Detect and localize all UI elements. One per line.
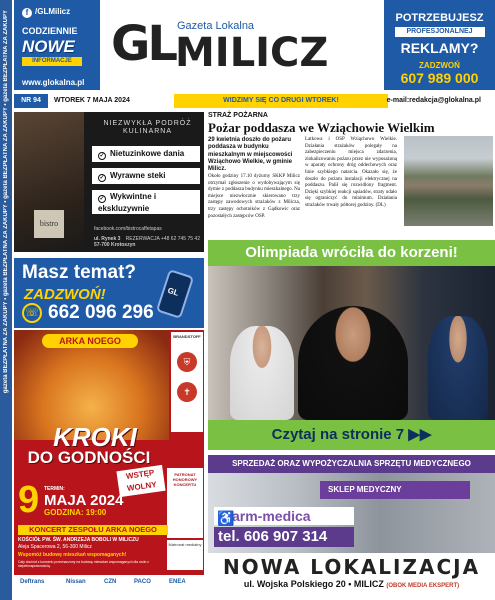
arm-logo: ♿ arm-medica [214,507,354,525]
contact-email[interactable]: e-mail:redakcja@glokalna.pl [386,97,481,104]
logo-gl: GL [111,16,175,72]
facebook-icon: f [22,8,32,18]
arm-new-location: NOWA LOKALIZACJA [222,555,481,579]
header-left-box [14,0,100,90]
bistro-tagline-2: KULINARNA [122,128,173,135]
side-strip: gazeta BEZPŁATNA ZA ZAKUPY • gazeta BEZPŁATNA ZA ZAKUPY • gazeta BEZPŁATNA ZA ZAKUPY • gazeta BEZPŁATNA ZA ZAKUPY [0,0,12,600]
ad-line-4: ZADZWOŃ [419,61,460,70]
patrons-column [171,332,203,432]
ad-line-1: POTRZEBUJESZ [395,12,484,24]
kroki-title: KROKI [53,422,137,452]
concert-name: KONCERT ZESPOŁU ARKA NOEGO [18,525,168,535]
brand-label: BRANDSTOFF [173,334,201,339]
concert-time: GODZINA: 19:00 [44,508,107,517]
masz-title: Masz temat? [22,262,137,283]
article-lead: 29 kwietnia doszło do pożaru poddasza w budynku mieszkalnym w miejscowości Wziąchowo Wielkie, w gminie Milicz. [208,137,293,173]
masz-call: ZADZWOŃ! [24,286,106,303]
wheelchair-icon: ♿ [217,510,235,526]
logo-subtitle: Gazeta Lokalna [177,20,255,32]
article-column-1: Około godziny 17.10 dyżurny SKKP Milicz otrzymał zgłoszenie o wydobywającym się dymie z poddasza budynku mieszkalnego. Na miejsce niezwłocznie skierowano trzy zastępy zawodowych strażaków z Milicza, trzy zastępy ochotników z Gądkowic oraz pozostałych zastępców OSP. [208,174,300,219]
issue-bar [14,94,495,108]
bistro-reservation: REZERWACJA +48 62 745 75 42 [125,236,200,242]
kroki-subtitle: DO GODNOŚCI [27,448,151,467]
article-column-2: Latkowa i OSP Wziąchowo Wielkie. Działania strażaków polegały na zabezpieczeniu miejsca zdarzenia, zlokalizowaniu pożaru przez nie wyposażoną w aparaty ochrony dróg oddechowych oraz linie szybkiego natarcia. Okazało się, że doszło do pożaru instalacji elektrycznej na poddaszu. Palił się rozwidlony fragment. Dzięki szybkiej reakcji sąsiadów, straty udało się ograniczyć do minimum. Działania strażaków trwały półtorej godziny. (DL) [305,137,397,208]
sponsor-logo: Deftrans [20,579,45,585]
ad-masz-temat[interactable] [14,258,204,328]
concert-venue: KOŚCIÓŁ PW. ŚW. ANDRZEJA BOBOLI W MILICZU [18,537,139,543]
patronat-box: PATRONAT HONOROWY KONCERTU [167,468,203,538]
ad-bistro[interactable] [14,112,204,252]
coat-of-arms-icon: ⛨ [177,352,197,372]
sponsor-logo: PACO [134,579,151,585]
church-icon: ✝ [177,382,197,402]
sponsor-logo: Nissan [66,579,86,585]
arm-address-row [208,579,495,589]
concert-address: Aleja Spacerowa 2, 56-300 Milicz [18,544,92,550]
codziennie-label: CODZIENNIE [22,26,78,36]
concert-month: MAJA 2024 [44,492,124,509]
arm-address: ul. Wojska Polskiego 20 • MILICZ [243,579,384,589]
article-photo [404,136,493,226]
issue-date: WTOREK 7 MAJA 2024 [54,97,130,104]
concert-day: 9 [18,479,40,521]
news-article [208,112,495,230]
website-link[interactable]: www.glokalna.pl [22,78,85,87]
ad-reklama[interactable] [384,0,495,90]
bistro-item: ✓ Nietuzinkowe dania [92,146,200,162]
read-more-link[interactable]: Czytaj na stronie 7 ▶▶ [208,420,495,450]
sponsor-logo: ENEA [169,579,186,585]
bistro-facebook[interactable]: facebook.com/bistrocaffetapas [94,226,162,232]
informacje-label: INFORMACJE [22,57,82,66]
termin-label: TERMIN: [44,486,65,492]
masthead-logo [105,16,375,76]
logo-milicz: MILICZ [175,30,329,76]
chef-photo [14,112,84,252]
bistro-logo: bistro [34,210,64,238]
arm-phone: tel. 606 907 314 [214,527,354,547]
phone-icon: ☏ [22,303,42,323]
check-icon: ✓ [99,153,105,159]
shop-sign: SKLEP MEDYCZNY [320,481,470,499]
facebook-handle[interactable]: /GLMilicz [35,7,71,16]
check-icon: ✓ [99,196,105,202]
smartphone-icon: GL [156,269,194,319]
concert-cause: Wspomóż budowę mieszkań wspomaganych! [18,552,127,558]
bistro-item: ✓ Wyrawne steki [92,168,200,184]
issue-number: NR 94 [14,94,48,108]
arm-address-note: (OBOK MEDIA EKSPERT) [386,583,460,589]
photo-person-center [298,306,408,420]
ad-phone: 607 989 000 [400,70,479,86]
ad-koncert[interactable] [14,330,204,595]
bistro-item: ✓ Wykwintne i ekskluzywnie [92,190,200,214]
article-category: STRAŻ POŻARNA [208,112,268,119]
arka-noego-logo: ARKA NOEGO [42,334,138,348]
photo-person-left [230,326,294,420]
article-title[interactable]: Pożar poddasza we Wziąchowie Wielkim [208,120,435,135]
ad-arm-medica[interactable] [208,455,495,595]
nowe-label: NOWE [22,37,75,56]
olimpiada-photo [208,266,495,420]
sponsors-row [14,575,204,595]
ad-line-2: PROFESJONALNEJ [395,27,485,37]
bistro-tagline-1: NIEZWYKŁA PODRÓŻ [103,120,192,127]
check-icon: ✓ [99,175,105,181]
wstep-wolny-badge: WSTĘP WOLNY [116,465,165,497]
matronat-box: Matronat medialny [167,540,203,570]
bistro-address: ul. Rynek 3 57-700 Krotoszyn [94,236,136,248]
bistro-address-row [94,236,200,248]
arm-header: SPRZEDAŻ ORAZ WYPOŻYCZALNIA SPRZĘTU MEDYCZNEGO [208,455,495,473]
sponsor-logo: CZN [104,579,117,585]
ad-line-3: REKLAMY? [400,40,479,56]
masz-phone: 662 096 296 [48,302,154,323]
photo-person-right [428,316,488,420]
olimpiada-headline: Olimpiada wróciła do korzeni! [208,240,495,266]
concert-fineprint: Cały dochód z koncertu przeznaczony na budowę mieszkań wspomaganych dla osób z niepełnosprawnością. [18,560,149,569]
olimpiada-feature[interactable] [208,240,495,450]
issue-slogan: WIDZIMY SIĘ CO DRUGI WTOREK! [174,94,388,108]
